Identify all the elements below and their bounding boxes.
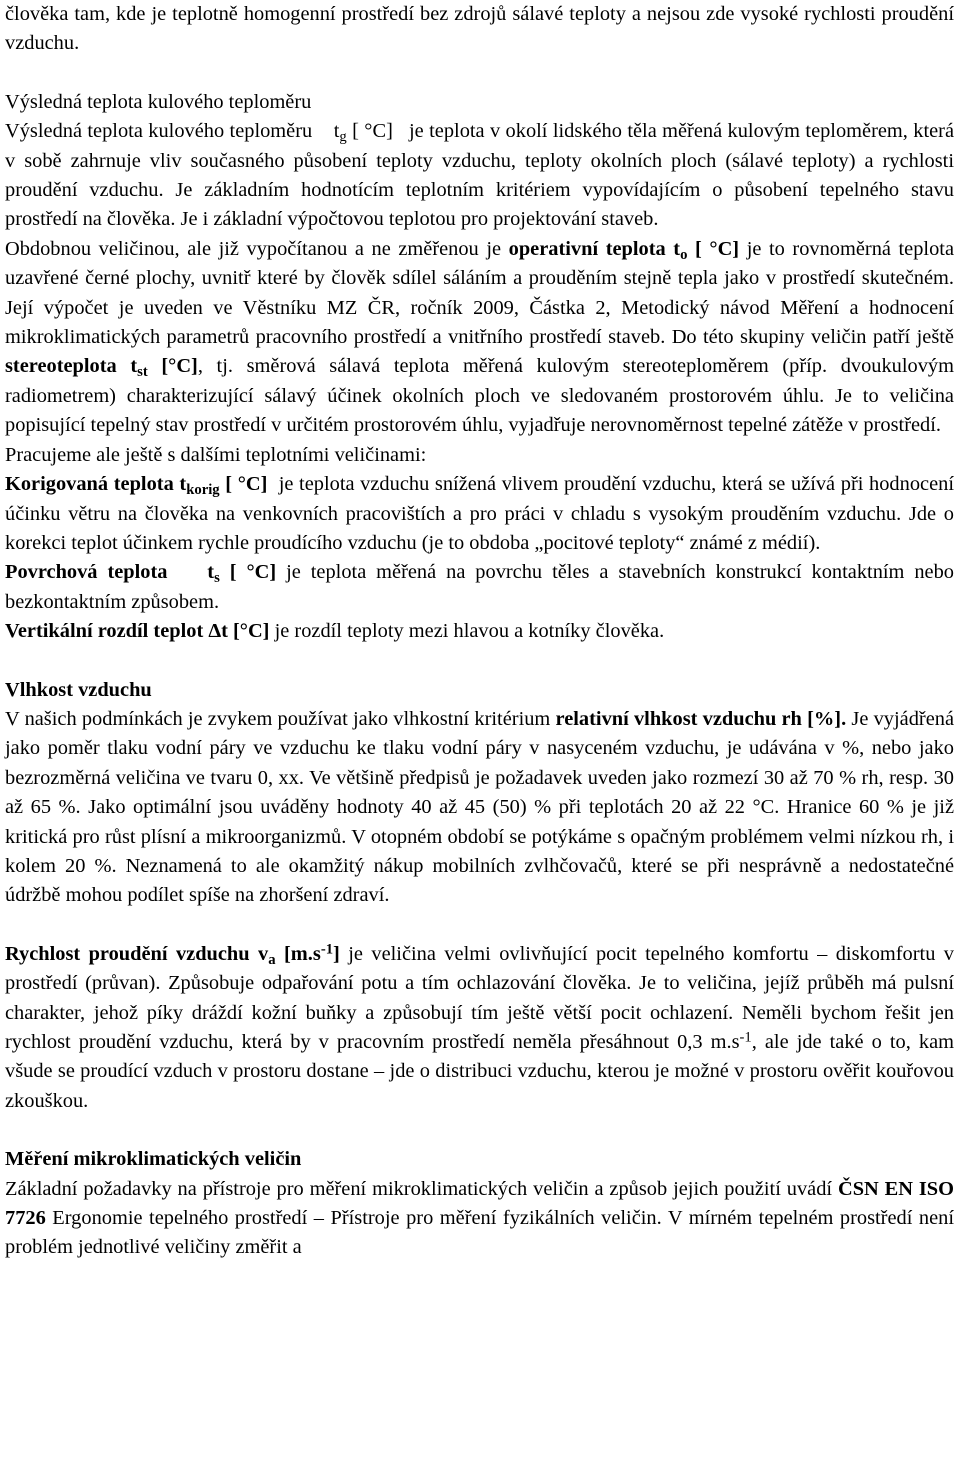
text: Obdobnou veličinou, ale již vypočítanou a ne změřenou je	[5, 237, 502, 260]
paragraph-intro: člověka tam, kde je teplotně homogenní prostředí bez zdrojů sálavé teploty a nejsou zde vysoké rychlosti proudění vzduchu.	[5, 3, 954, 55]
subscript: korig	[186, 482, 220, 499]
paragraph-vertikalni	[5, 617, 954, 646]
spacer	[5, 59, 954, 88]
text: Ergonomie tepelného prostředí – Přístroje pro měření fyzikálních veličin. V mírném tepelném prostředí není problém jednotlivé veličiny změřit a	[5, 1207, 954, 1259]
term-text: Korigovaná teplota t	[5, 473, 187, 496]
term-operativni-teplota	[508, 237, 740, 263]
paragraph-dalsi: Pracujeme ale ještě s dalšími teplotními veličinami:	[5, 443, 427, 466]
text: Výsledná teplota kulového teploměru	[5, 120, 313, 143]
term-text: operativní teplota t	[508, 237, 681, 260]
text: je teplota vzduchu snížená vlivem proudění vzduchu, která se užívá při hodnocení účinku větru na člověka na venkovních pracovištích a pro práci v chladu s vysokým prouděním vzduchu. Jde o korekci teplot účinkem rychle proudícího vzduchu (je to obdoba „pocitové teploty“ známé z médií).	[5, 473, 954, 554]
spacer	[5, 911, 954, 940]
superscript: -1	[739, 1029, 752, 1046]
heading-text: Vlhkost vzduchu	[5, 678, 152, 701]
symbol: t	[333, 120, 340, 143]
paragraph-vlhkost	[5, 705, 954, 911]
section-heading-kulovy: Výsledná teplota kulového teploměru	[5, 90, 312, 113]
unit-end: ]	[333, 942, 340, 965]
text: je to rovnoměrná teplota uzavřené černé plochy, uvnitř které by člověk sdílel sáláním a prouděním stejně tepla jako v prostředí skutečném. Její výpočet je uveden ve Věstníku MZ ČR, ročník 2009, Částka 2, Metodický návod Měření a hodnocení mikroklimatických parametrů pracovního prostředí a vnitřního prostředí staveb. Do této skupiny veličin patří ještě	[5, 237, 955, 349]
term-rychlost-proudeni	[5, 941, 340, 968]
text: je teplota měřená na povrchu těles a stavebních konstrukcí kontaktním nebo bezkontaktním způsobem.	[5, 561, 954, 613]
heading-text: Měření mikroklimatických veličin	[5, 1148, 302, 1171]
subscript: s	[214, 570, 220, 587]
term-csn-norm: ČSN EN ISO 7726	[5, 1177, 954, 1230]
unit: [°C]	[161, 355, 198, 378]
term-korigovana-teplota	[5, 473, 268, 499]
term-povrchova-teplota	[5, 561, 277, 587]
paragraph-mereni	[5, 1175, 954, 1263]
text: je rozdíl teploty mezi hlavou a kotníky člověka.	[274, 620, 665, 643]
unit: [ °C]	[352, 120, 393, 143]
paragraph-kulovy	[5, 117, 954, 235]
text: je teplota v okolí lidského těla měřená kulovým teploměrem, která v sobě zahrnuje vliv současného působení teploty vzduchu, teploty okolních ploch (sálavé teploty) a rychlosti proudění vzduchu. Je základním hodnotícím teplotním kritériem vypovídajícím o působení tepelného stavu prostředí na člověka. Je i základní výpočtovou teplotou pro projektování staveb.	[5, 120, 955, 231]
term-text: stereoteplota t	[5, 355, 138, 378]
term-vertikalni-rozdil: Vertikální rozdíl teplot Δt [°C]	[5, 620, 270, 643]
term-text: Povrchová teplota	[5, 561, 168, 584]
unit: [ °C]	[229, 561, 277, 584]
term-text: Rychlost proudění vzduchu v	[5, 942, 269, 965]
text: Základní požadavky na přístroje pro měření mikroklimatických veličin a způsob jejich použití uvádí	[5, 1177, 833, 1200]
section-heading-vlhkost	[5, 676, 954, 705]
section-heading-mereni	[5, 1145, 954, 1174]
paragraph-korigovana	[5, 470, 954, 558]
spacer	[5, 647, 954, 676]
subscript: g	[339, 129, 347, 146]
text: V našich podmínkách je zvykem používat jako vlhkostní kritérium	[5, 707, 551, 730]
paragraph-povrchova	[5, 558, 954, 617]
superscript: -1	[320, 941, 334, 958]
symbol: t	[207, 561, 215, 584]
unit: [ °C]	[225, 473, 268, 496]
term-stereoteplota	[5, 355, 198, 381]
text: , ale jde také o to, kam všude se proudící vzduch v prostoru dostane – jde o distribuci vzduchu, kterou je možné v prostoru ověřit kouřovou zkouškou.	[5, 1031, 954, 1112]
paragraph-operativni	[5, 235, 954, 441]
text: je veličina velmi ovlivňující pocit tepelného komfortu – diskomfortu v prostředí (průvan). Způsobuje odpařování potu a tím ochlazování člověka. Je to veličina, jejíž průběh má pulsní charakter, jehož píky dráždí kožní buňky a způsobují tím ještě větší pocit ochlazení. Neměli bychom řešit jen rychlost proudění vzduchu, která by v pracovním prostředí neměla přesáhnout 0,3 m.s	[5, 942, 955, 1053]
term-relativni-vlhkost: relativní vlhkost vzduchu rh [%].	[555, 707, 847, 730]
subscript: a	[268, 951, 276, 968]
text: Je vyjádřená jako poměr tlaku vodní páry ve vzduchu ke tlaku vodní páry v nasyceném vzduchu, je udávána v %, nebo jako bezrozměrná veličina ve tvaru 0, xx. Ve většině předpisů je požadavek uveden jako rozmezí 30 až 70 % rh, resp. 30 až 65 %. Jako optimální jsou uváděny hodnoty 40 až 45 (50) % při teplotách 20 až 22 °C. Hranice 60 % je již kritická pro růst plísní a mikroorganizmů. V otopném období se potýkáme s opačným problémem velmi nízkou rh, i kolem 20 %. Neznamená to ale okamžitý nákup mobilních zvlhčovačů, které se při nesprávně a nedostatečné údržbě mohou podílet spíše na zhoršení zdraví.	[5, 707, 954, 907]
paragraph-rychlost	[5, 940, 954, 1116]
unit: [m.s	[284, 942, 321, 965]
text: , tj. směrová sálavá teplota měřená kulovým stereoteploměrem (příp. dvoukulovým radiometrem) charakterizující sálavý účinek okolních ploch ve sledovaném prostorovém úhlu. Je to veličina popisující tepelný stav prostředí v určitém prostorovém úhlu, vyjadřuje nerovnoměrnost tepelné zátěže v prostředí.	[5, 355, 954, 437]
unit: [ °C]	[695, 237, 740, 260]
subscript: o	[680, 246, 688, 263]
spacer	[5, 1116, 954, 1145]
subscript: st	[137, 364, 148, 381]
